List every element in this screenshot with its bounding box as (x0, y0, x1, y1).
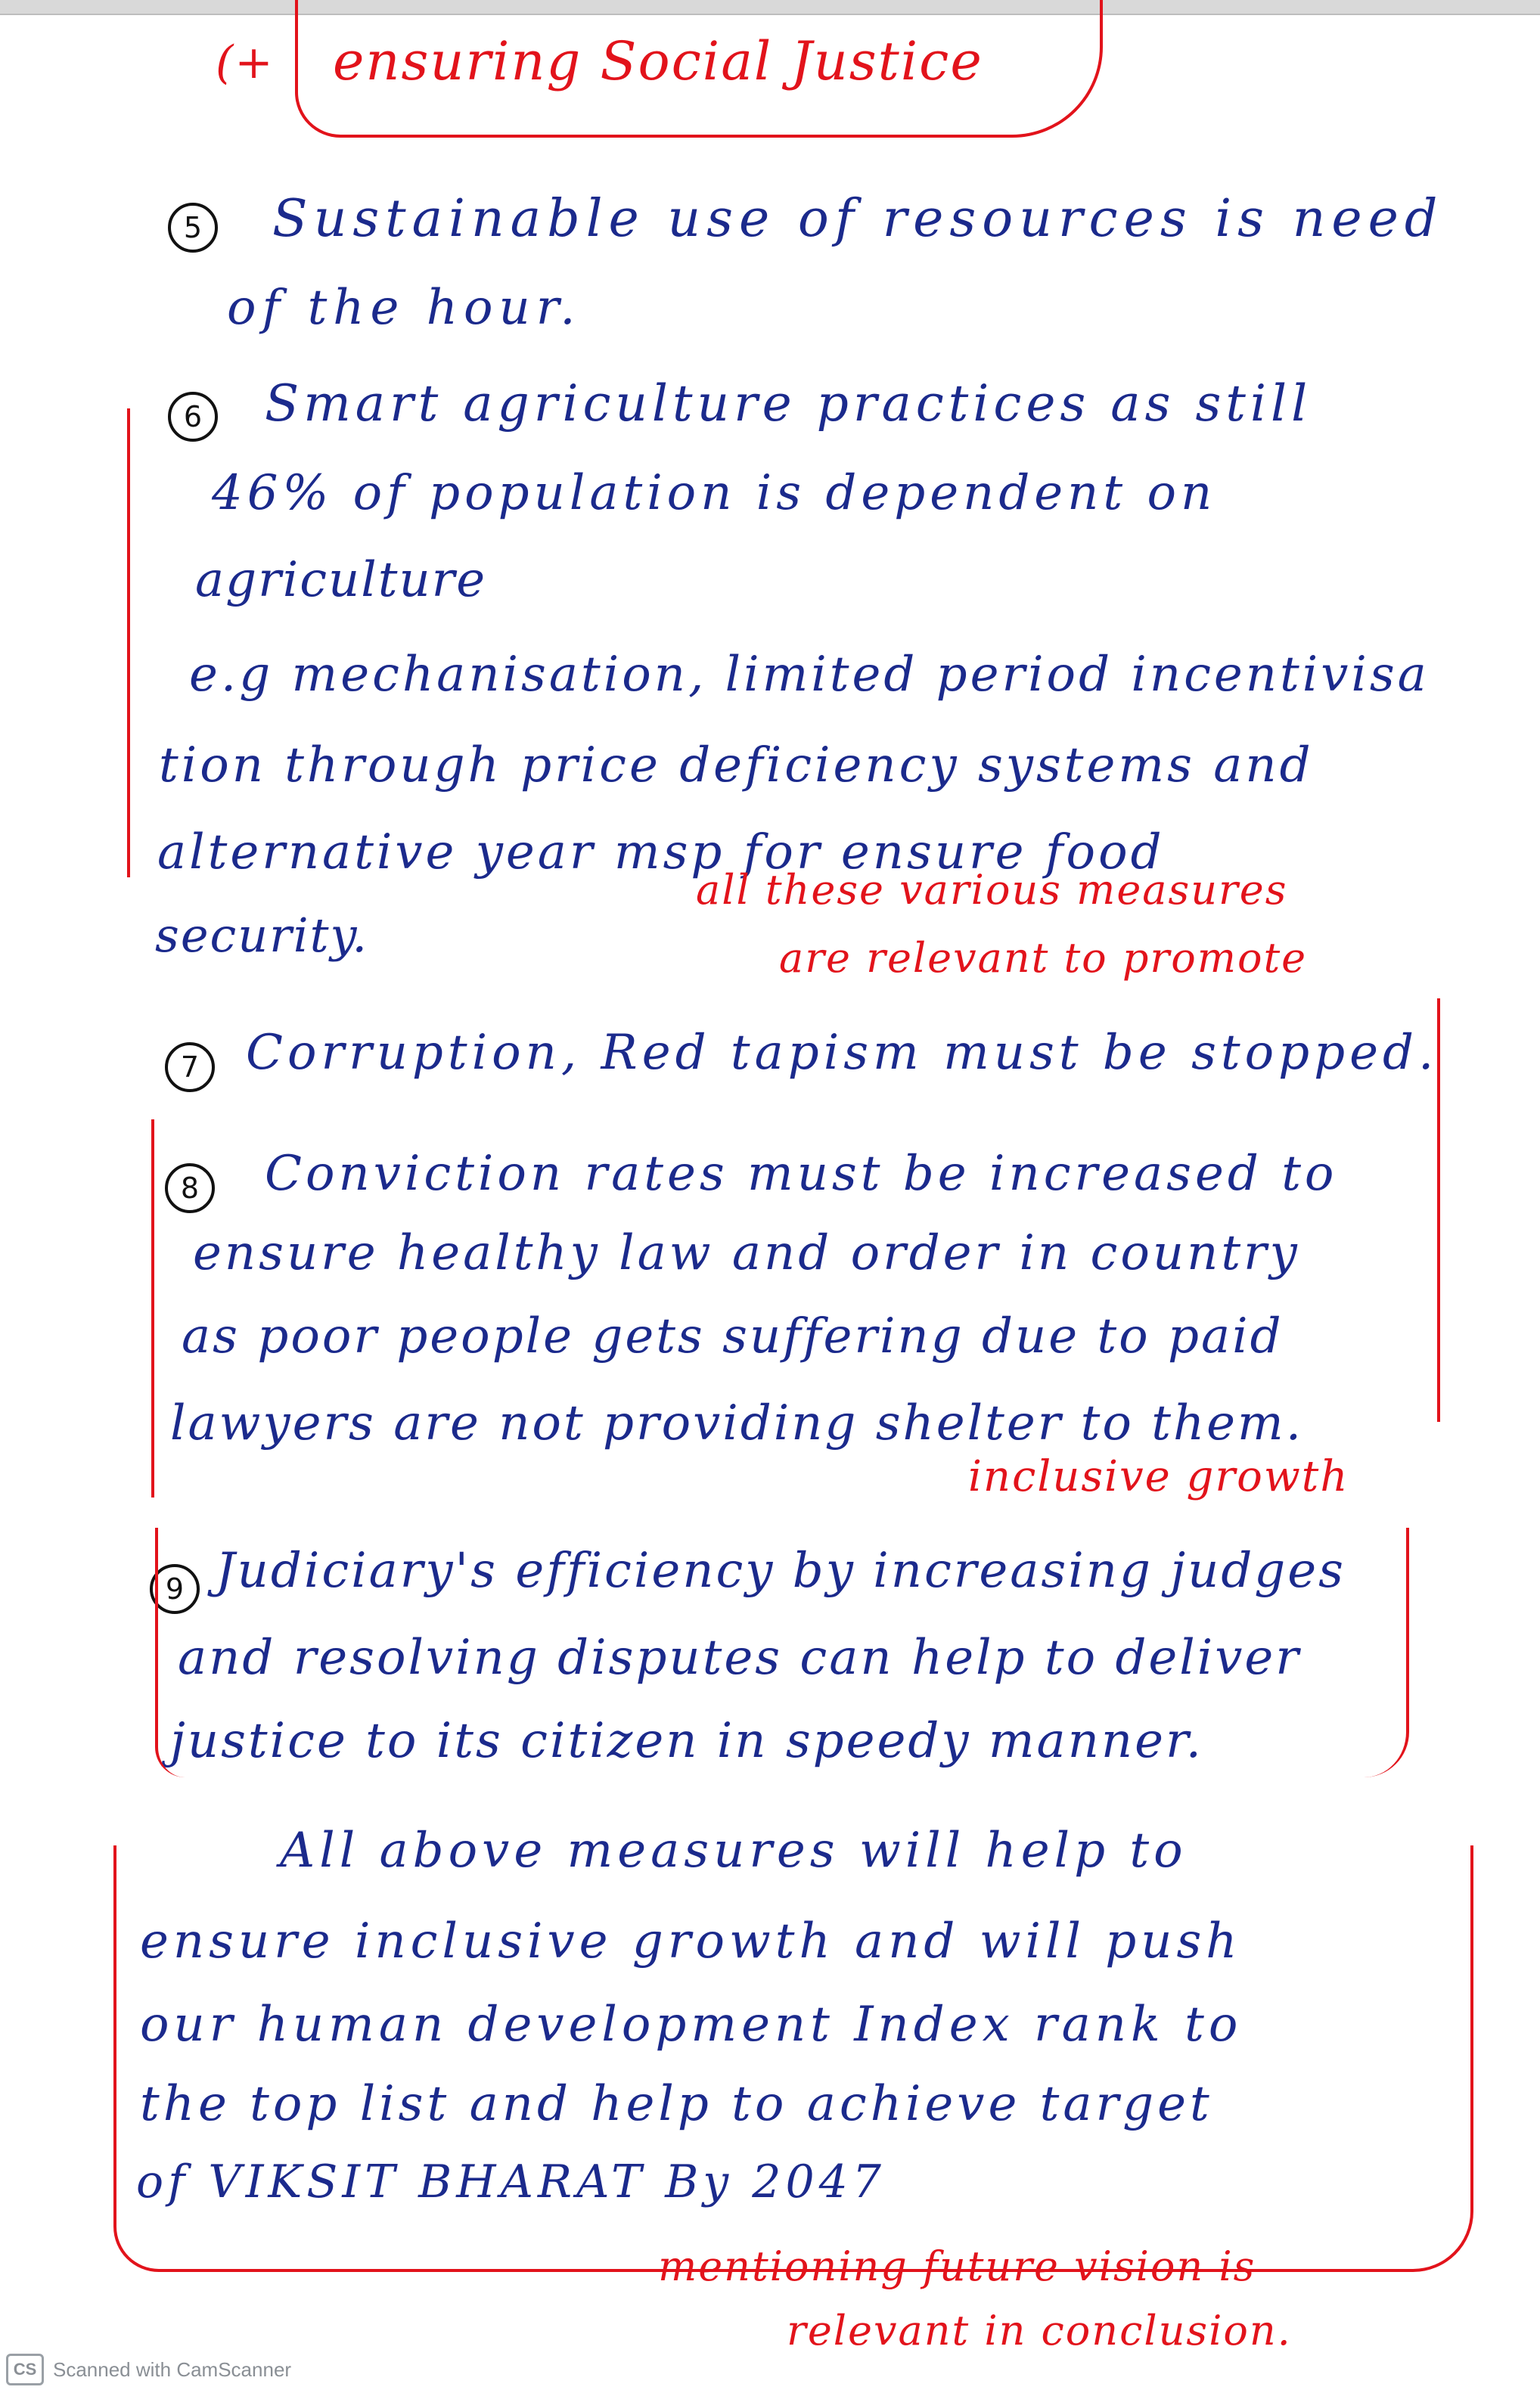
point-6-line-3: agriculture (195, 552, 487, 608)
red-bracket-point-8 (151, 1119, 154, 1498)
camscanner-logo: CS (6, 2354, 44, 2385)
red-bracket-right (1437, 998, 1440, 1422)
conclusion-line-2: ensure inclusive growth and will push (140, 1913, 1242, 1969)
example-line-4: security. (155, 908, 369, 963)
scanner-footer (6, 2354, 291, 2385)
point-5-line-1: Sustainable use of resources is need (272, 189, 1444, 249)
point-9-line-1: Judiciary's efficiency by increasing judges (216, 1543, 1346, 1599)
point-5-number: 5 (168, 203, 218, 253)
point-6-line-1: Smart agriculture practices as still (265, 374, 1312, 433)
red-bracket-point-9 (155, 1528, 1409, 1777)
red-bracket-conclusion (113, 1845, 1473, 2272)
heading-prefix: (+ (216, 36, 275, 89)
point-9-line-3: justice to its citizen in speedy manner. (170, 1713, 1203, 1769)
point-8-line-1: Conviction rates must be increased to (265, 1146, 1338, 1202)
conclusion-line-5: of VIKSIT BHARAT By 2047 (136, 2156, 886, 2208)
page-title: ensuring Social Justice (333, 30, 983, 92)
annotation-measures-line-1: all these various measures (696, 866, 1288, 914)
point-9-number: 9 (150, 1564, 200, 1614)
point-9-line-2: and resolving disputes can help to deliver (178, 1630, 1301, 1686)
point-6-number: 6 (168, 392, 218, 442)
point-5-line-2: of the hour. (227, 280, 582, 336)
conclusion-line-4: the top list and help to achieve target (140, 2076, 1213, 2132)
point-7-number: 7 (165, 1042, 215, 1092)
point-6-line-2: 46% of population is dependent on (212, 465, 1217, 521)
point-8-line-4: lawyers are not providing shelter to them. (170, 1395, 1304, 1451)
annotation-inclusive-growth: inclusive growth (968, 1452, 1349, 1501)
example-line-3: alternative year msp for ensure food (157, 824, 1165, 880)
red-bracket-point-6 (127, 408, 130, 877)
example-line-1: e.g mechanisation, limited period incentivisa (189, 647, 1430, 703)
conclusion-line-1: All above measures will help to (280, 1823, 1188, 1879)
scanner-watermark: Scanned with CamScanner (53, 2357, 292, 2381)
example-line-2: tion through price deficiency systems and (159, 737, 1314, 793)
point-7-line-1: Corruption, Red tapism must be stopped. (246, 1025, 1439, 1081)
point-8-number: 8 (165, 1163, 215, 1213)
annotation-vision-line-1: mentioning future vision is (658, 2242, 1256, 2290)
annotation-vision-line-2: relevant in conclusion. (787, 2307, 1292, 2354)
point-8-line-3: as poor people gets suffering due to paid (182, 1308, 1284, 1364)
conclusion-line-3: our human development Index rank to (140, 1997, 1243, 2053)
point-8-line-2: ensure healthy law and order in country (193, 1225, 1300, 1281)
annotation-measures-line-2: are relevant to promote (779, 934, 1308, 982)
